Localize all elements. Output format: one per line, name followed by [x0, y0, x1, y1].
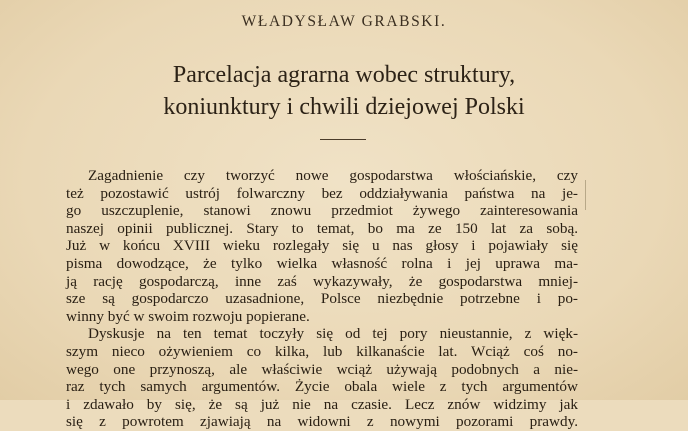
paragraph-1-line-7: ją rację gospodarczą, inne zaś wykazywały, że gospodarstwa mniej- — [66, 272, 578, 290]
title-divider — [320, 139, 366, 140]
paragraph-1-line-6: pisma dowodzące, że tylko wielka własność rolna i jej uprawa ma- — [66, 254, 578, 272]
margin-crease-mark — [585, 180, 586, 210]
paragraph-1-line-9: winny być w swoim rozwoju popierane. — [66, 307, 310, 325]
title-line-2: koniunktury i chwili dziejowej Polski — [163, 94, 525, 120]
title-line-1: Parcelacja agrarna wobec struktury, — [172, 62, 516, 88]
paragraph-1-line-5: Już w końcu XVIII wieku rozlegały się u nas głosy i pojawiały się — [66, 237, 578, 255]
article-title — [0, 59, 688, 123]
paragraph-2-line-2: szym nieco ożywieniem co kilka, lub kilkanaście lat. Wciąż coś no- — [66, 342, 578, 360]
paragraph-2-line-3: wego one przynoszą, ale właściwie wciąż używają podobnych a nie- — [66, 360, 578, 378]
paragraph-1-line-3: go uszczuplenie, stanowi znowu przedmiot żywego zainteresowania — [66, 202, 578, 220]
article-body — [66, 167, 578, 431]
paragraph-1-line-1: Zagadnienie czy tworzyć nowe gospodarstwa włościańskie, czy — [88, 167, 578, 184]
paragraph-2-line-4: raz tych samych argumentów. Życie obala wiele z tych argumentów — [66, 378, 578, 396]
paragraph-1-line-2: też pozostawić ustrój folwarczny bez oddziaływania państwa na je- — [66, 184, 578, 202]
author-name: WŁADYSŁAW GRABSKI. — [241, 13, 447, 30]
paragraph-1-line-4: naszej opinii publicznej. Stary to temat, bo ma ze 150 lat za sobą. — [66, 219, 578, 237]
paragraph-1-line-8: sze są gospodarczo uzasadnione, Polsce niezbędnie potrzebne i po- — [66, 290, 578, 308]
paragraph-2-line-6: się z powrotem zjawiają na widowni z nowymi pozorami prawdy. — [66, 413, 578, 431]
paragraph-2-line-5: i zdawało by się, że są już nie na czasie. Lecz znów widzimy jak — [66, 395, 578, 413]
paragraph-2-line-1: Dyskusje na ten temat toczyły się od tej pory nieustannie, z więk- — [88, 325, 578, 343]
